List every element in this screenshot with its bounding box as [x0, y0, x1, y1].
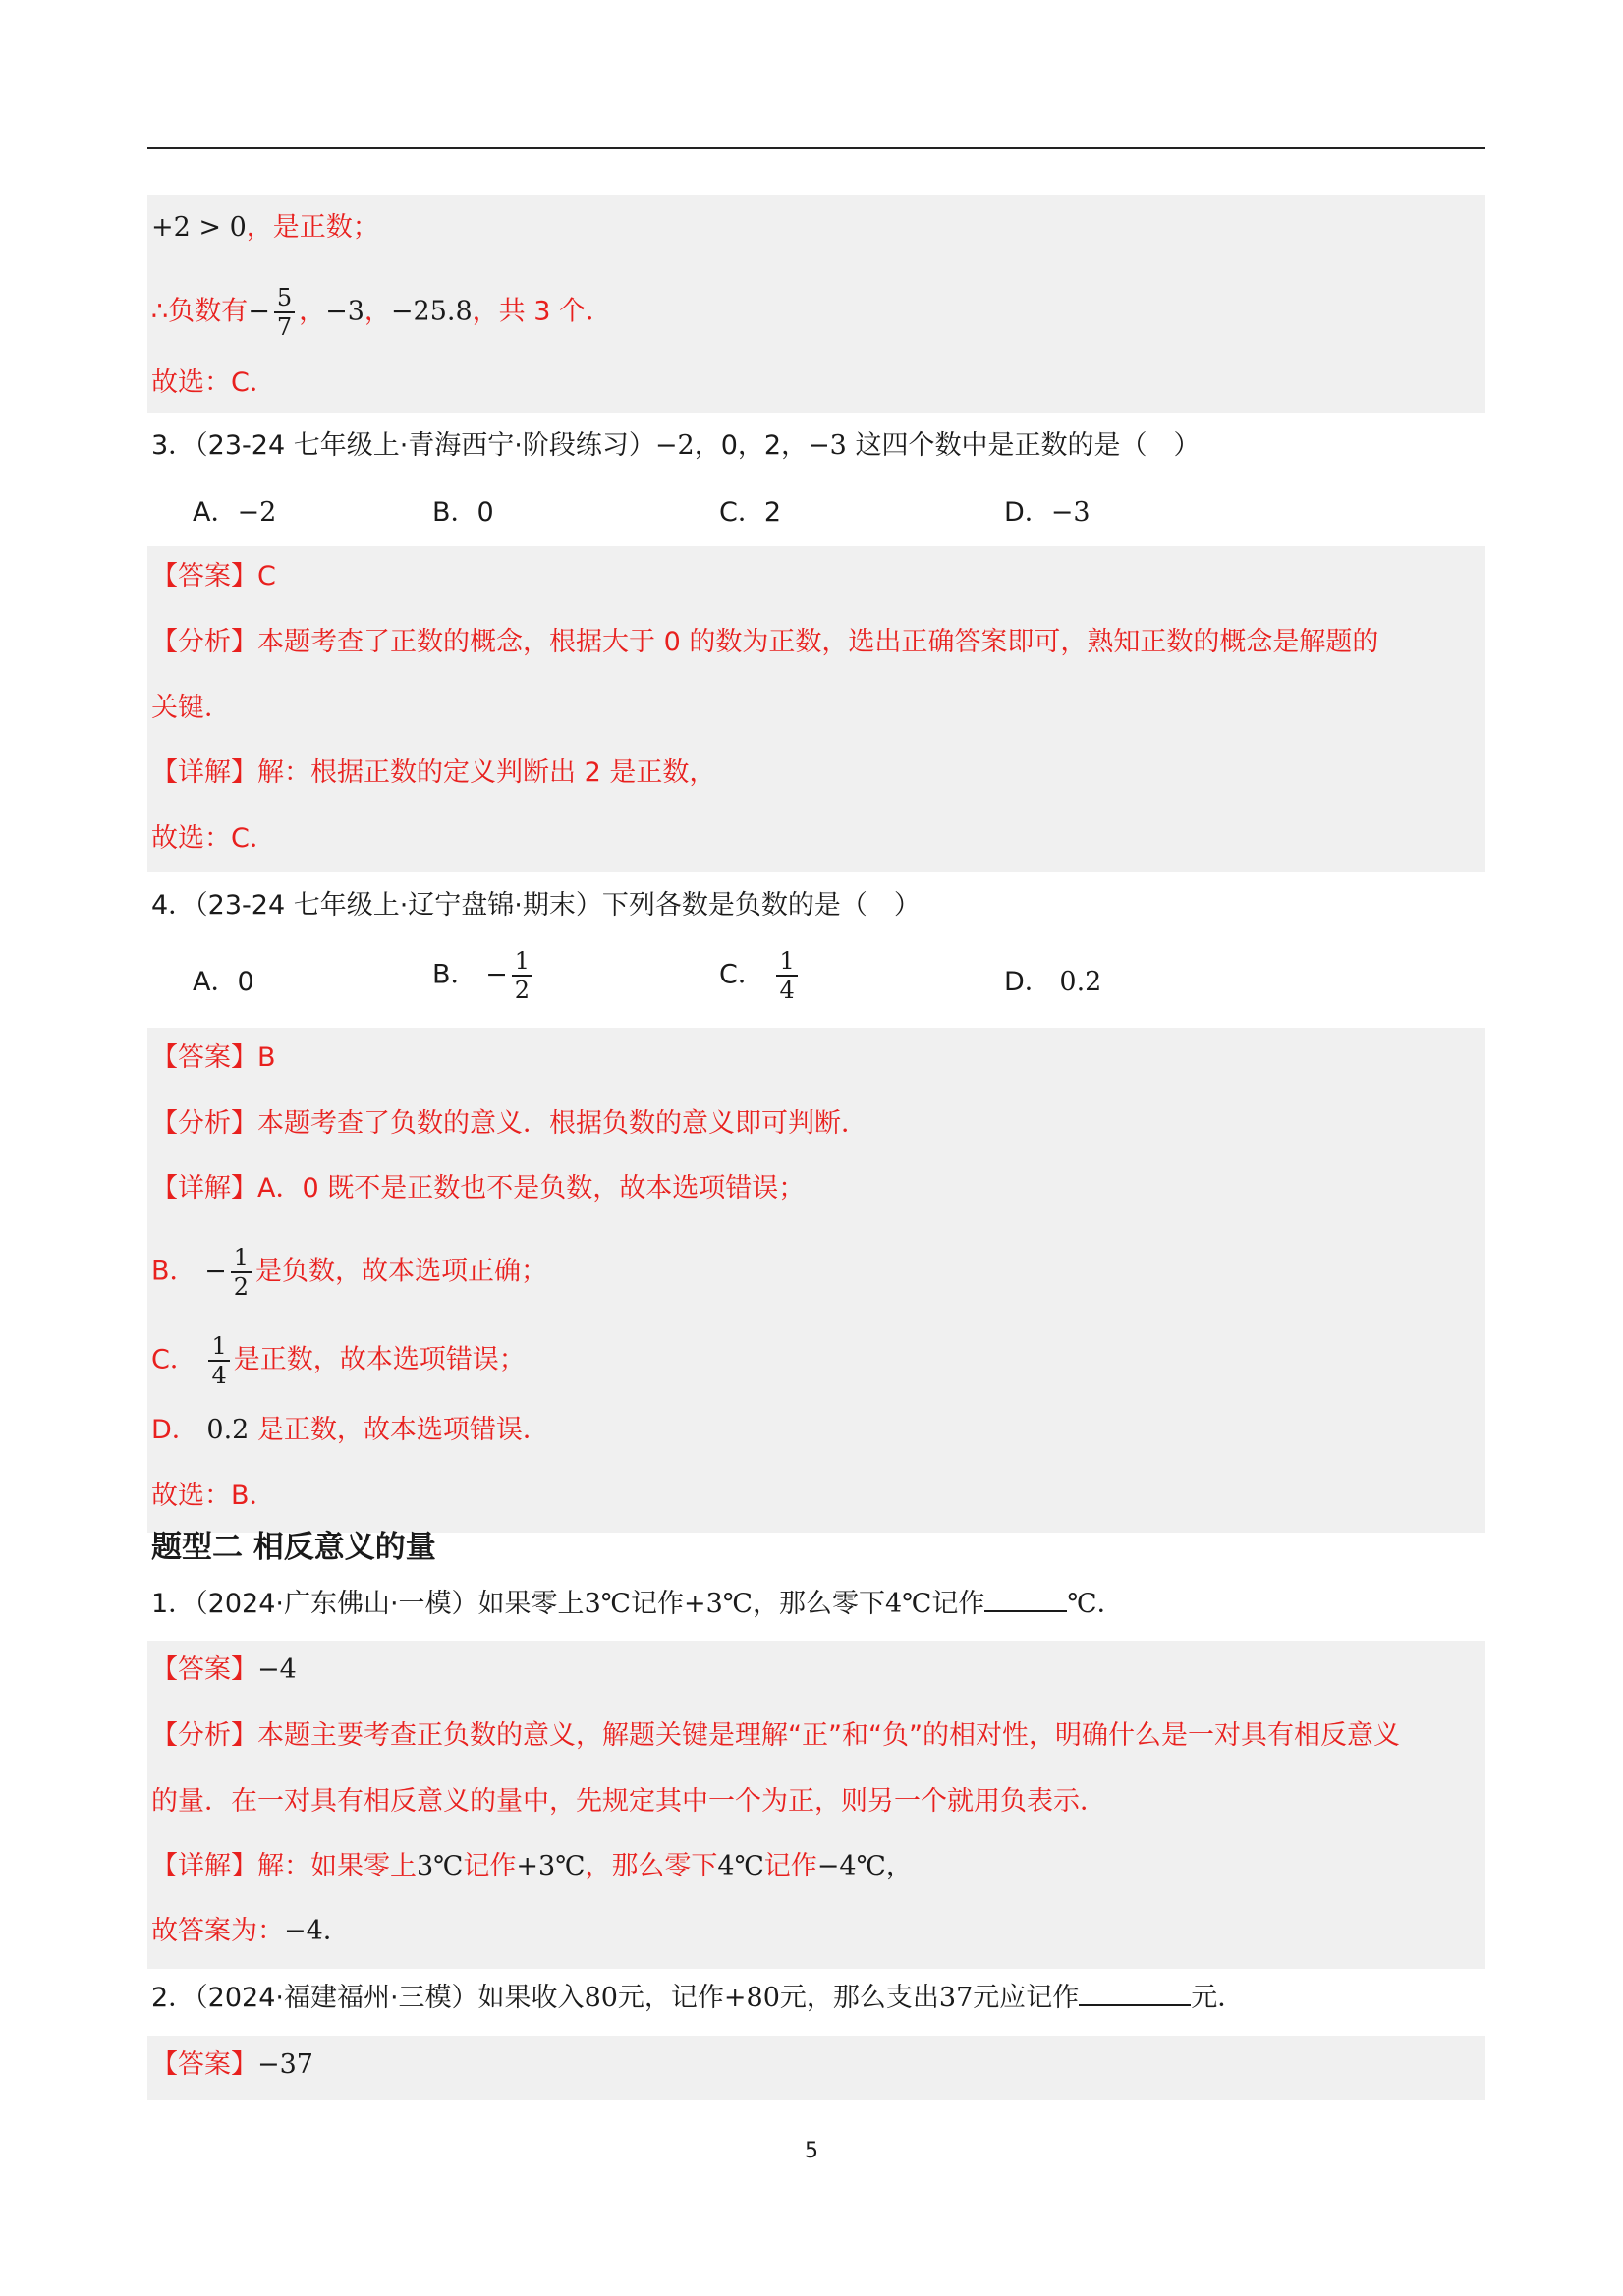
solution-block-t2q2 [147, 2036, 1485, 2100]
q3-option-b: B．0 [432, 497, 494, 528]
q4-analysis: 【分析】本题考查了负数的意义．根据负数的意义即可判断． [151, 1108, 867, 1139]
q3-analysis-1: 【分析】本题考查了正数的概念，根据大于 0 的数为正数，选出正确答案即可，熟知正数的概念是解题的 [151, 627, 1379, 657]
q4-option-b: B． − $\frac{1}{2}$ [432, 947, 536, 1004]
q3-option-c: C．2 [719, 497, 782, 528]
inequality: +2 > 0 [151, 212, 247, 243]
solution-block-q3 [147, 546, 1485, 872]
fraction: $\frac{1}{2}$ [231, 1244, 252, 1301]
q3-option-a: A．−2 [193, 497, 277, 528]
section-heading: 题型二 相反意义的量 [151, 1530, 436, 1565]
q4-choice: 故选：B． [151, 1481, 276, 1511]
t2q1-analysis-1: 【分析】本题主要考查正负数的意义，解题关键是理解“正”和“负”的相对性，明确什么是一对具有相反意义 [151, 1720, 1400, 1751]
page-number: 5 [805, 2139, 818, 2163]
t2q1-analysis-2: 的量．在一对具有相反意义的量中，先规定其中一个为正，则另一个就用负表示． [151, 1786, 1106, 1817]
q3-choice: 故选：C． [151, 823, 276, 854]
answer-blank [1079, 1979, 1191, 2006]
q3-answer: 【答案】C [151, 561, 276, 591]
q3-detail: 【详解】解：根据正数的定义判断出 2 是正数， [151, 757, 716, 788]
question-3-stem: 3．（23-24 七年级上·青海西宁·阶段练习）−2，0，2，−3 这四个数中是正数的是（ ） [151, 430, 1201, 461]
prev-solution-line-1: +2 > 0，是正数； [151, 212, 379, 243]
t2q2-answer: 【答案】−37 [151, 2049, 313, 2080]
t2q1-answer: 【答案】−4 [151, 1654, 297, 1685]
q4-option-a: A．0 [193, 967, 254, 997]
t2q1-detail: 【详解】解：如果零上3℃记作+3℃，那么零下4℃记作−4℃， [151, 1851, 913, 1881]
q4-detail-c: C． $\frac{1}{4}$ 是正数，故本选项错误； [151, 1332, 526, 1389]
header-rule [147, 147, 1485, 149]
q3-option-d: D．−3 [1004, 497, 1091, 528]
q4-option-d: D． 0.2 [1004, 967, 1102, 997]
fraction: $\frac{1}{4}$ [208, 1332, 229, 1389]
question-4-stem: 4．（23-24 七年级上·辽宁盘锦·期末）下列各数是负数的是（ ） [151, 890, 921, 921]
q3-analysis-2: 关键． [151, 693, 231, 723]
prev-solution-choice: 故选：C． [151, 367, 276, 398]
q4-detail-a: 【详解】A．0 既不是正数也不是负数，故本选项错误； [151, 1173, 806, 1204]
t2-question-2-stem: 2．（2024·福建福州·三模）如果收入80元，记作+80元，那么支出37元应记作 元． [151, 1979, 1244, 2018]
t2q1-final: 故答案为：−4． [151, 1916, 350, 1946]
t2-question-1-stem: 1．（2024·广东佛山·一模）如果零上3℃记作+3℃，那么零下4℃记作 ℃． [151, 1585, 1124, 1624]
fraction: $\frac{5}{7}$ [274, 284, 295, 341]
prev-solution-line-2: ∴负数有− $\frac{5}{7}$ ，−3，−25.8，共 3 个． [151, 284, 612, 341]
answer-blank [984, 1585, 1067, 1612]
fraction: $\frac{1}{2}$ [512, 947, 532, 1004]
q4-detail-d: D． 0.2 是正数，故本选项错误． [151, 1415, 549, 1445]
q4-option-c: C． $\frac{1}{4}$ [719, 947, 802, 1004]
fraction: $\frac{1}{4}$ [776, 947, 797, 1004]
q4-answer: 【答案】B [151, 1042, 276, 1073]
q4-detail-b: B． − $\frac{1}{2}$ 是负数，故本选项正确； [151, 1244, 548, 1301]
